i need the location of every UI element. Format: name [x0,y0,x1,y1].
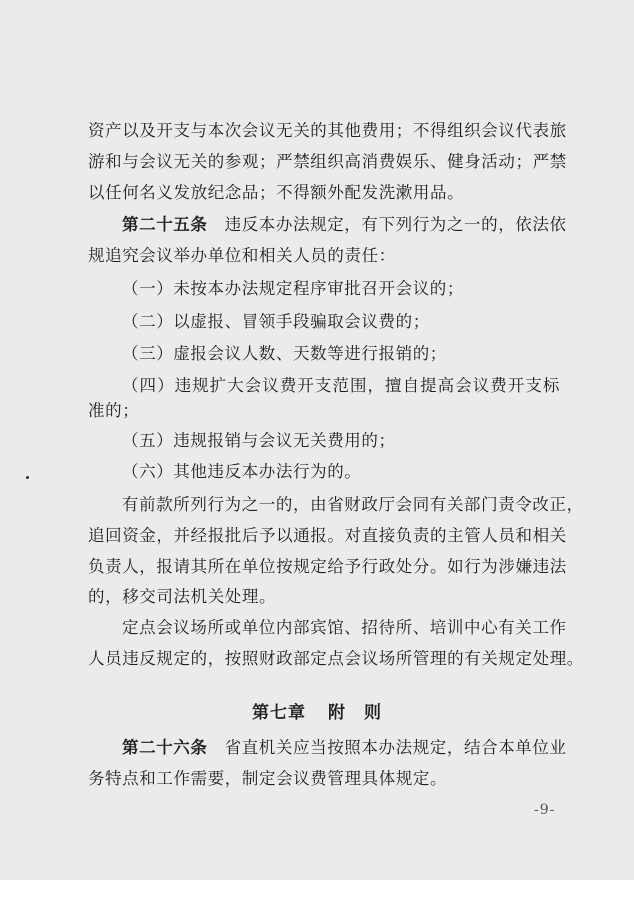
paragraph-line: 负责人，报请其所在单位按规定给予行政处分。如行为涉嫌违法 [88,557,567,576]
article-26-line [122,736,567,760]
list-item: （六）其他违反本办法行为的。 [122,462,362,481]
chapter-number: 第七章 [252,703,306,723]
paragraph-line: 追回资金，并经报批后予以通报。对直接负责的主管人员和相关 [88,526,567,545]
article-26-line: 务特点和工作需要，制定会议费管理具体规定。 [88,769,448,788]
page-number: -9- [534,802,556,818]
paragraph-line: 的，移交司法机关处理。 [88,587,277,606]
bottom-margin [0,880,634,902]
article-25-line: 规追究会议举办单位和相关人员的责任： [88,246,396,265]
paragraph-line: 资产以及开支与本次会议无关的其他费用；不得组织会议代表旅 [88,121,567,140]
paragraph-line: 游和与会议无关的参观；严禁组织高消费娱乐、健身活动；严禁 [88,152,567,171]
article-25-line [122,213,567,237]
scan-speck [26,476,29,479]
list-item: （三）虚报会议人数、天数等进行报销的； [122,344,447,363]
paragraph-line: 人员违反规定的，按照财政部定点会议场所管理的有关规定处理。 [88,649,584,668]
article-26-number: 第二十六条 [122,738,208,757]
chapter-title: 附 则 [328,703,382,723]
article-25-text: 违反本办法规定，有下列行为之一的，依法依 [207,215,567,234]
paragraph-line: 以任何名义发放纪念品；不得额外配发洗漱用品。 [88,183,465,202]
list-item: （一）未按本办法规定程序审批召开会议的； [122,279,464,298]
paragraph-line: 定点会议场所或单位内部宾馆、招待所、培训中心有关工作 [122,618,567,637]
article-26-text: 省直机关应当按照本办法规定，结合本单位业 [207,738,567,757]
chapter-heading [0,700,634,726]
list-item: （五）违规报销与会议无关费用的； [122,431,396,450]
paragraph-line: 有前款所列行为之一的，由省财政厅会同有关部门责令改正， [122,495,584,514]
list-item: 准的； [88,401,140,420]
list-item: （二）以虚报、冒领手段骗取会议费的； [122,312,430,331]
list-item: （四）违规扩大会议费开支范围，擅自提高会议费开支标 [122,376,560,395]
article-25-number: 第二十五条 [122,215,208,234]
